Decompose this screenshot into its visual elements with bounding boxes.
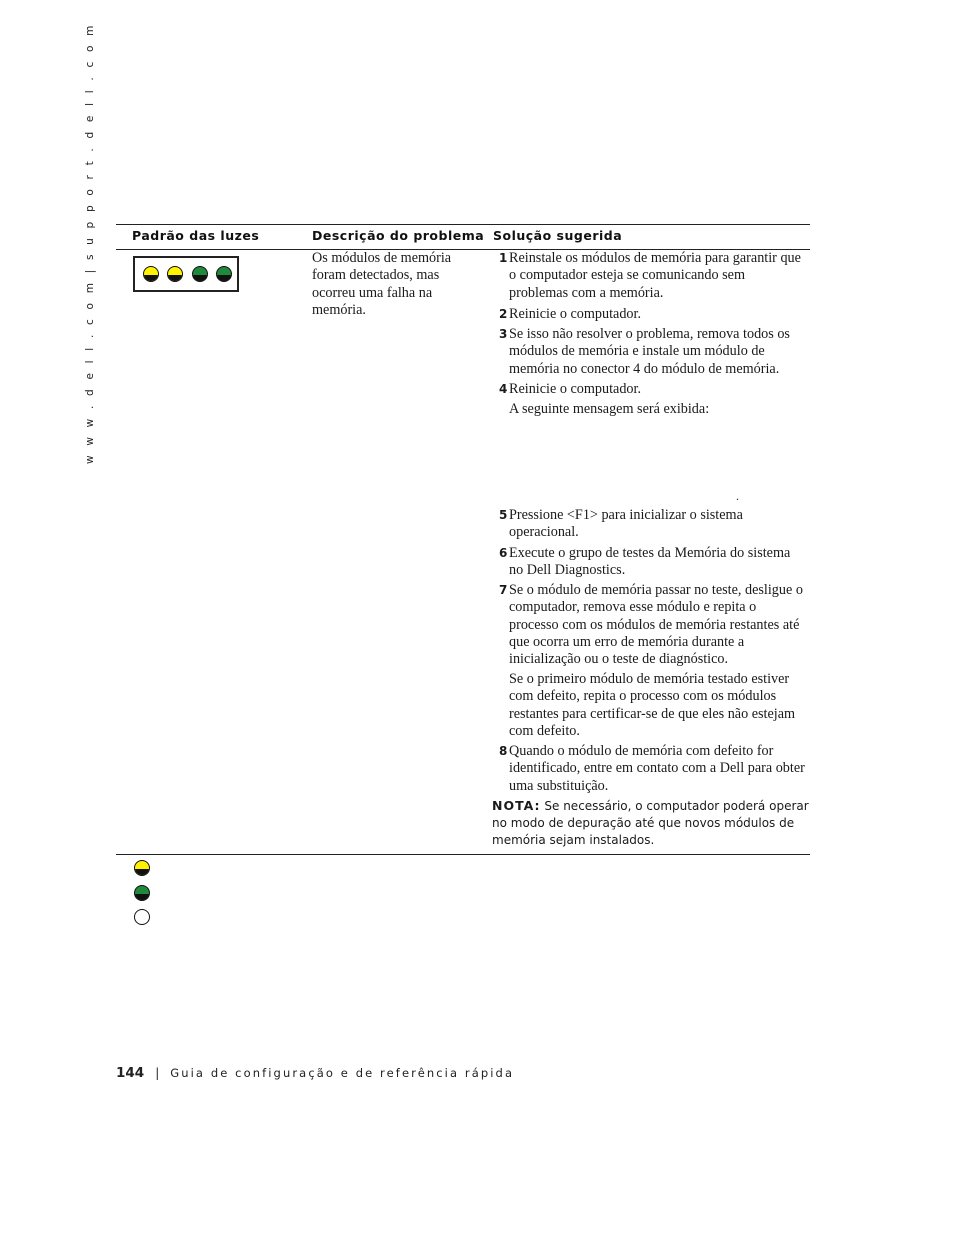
sidebar-url [84,22,98,464]
step-text: Reinicie o computador. [509,306,641,322]
step-4-followup: A seguinte mensagem será exibida: [509,401,710,417]
table-bottom-rule [116,854,810,855]
footer-separator: | [155,1066,160,1080]
solution-step [499,545,807,580]
step-number: 7 [499,583,508,597]
step-number: 3 [499,327,508,341]
step-text: Se isso não resolver o problema, remova todos os módulos de memória e instale um módulo de memória no conector 4 do módulo de memória. [509,326,790,377]
step-number: 6 [499,546,508,560]
step-text: Se o módulo de memória passar no teste, desligue o computador, remova esse módulo e repita o processo com os módulos de memória restantes até que ocorra um erro de memória durante a inicialização ou o teste de diagnóstico. [509,582,803,668]
page-footer [116,1062,514,1081]
step-text: Execute o grupo de testes da Memória do sistema no Dell Diagnostics. [509,545,791,579]
sidebar-url-text: w w w . d e l l . c o m | s u p p o r t . d e l l . c o m [84,22,96,464]
step-text: Quando o módulo de memória com defeito for identificado, entre em contato com a Dell para obter uma substituição. [509,743,805,794]
message-placeholder-dot: . [736,489,739,503]
solution-step [499,743,807,795]
header-problem-description: Descrição do problema [312,228,485,243]
step-7-followup: Se o primeiro módulo de memória testado estiver com defeito, repita o processo com os módulos restantes para certificar-se de que eles não estejam com defeito. [509,671,796,739]
solution-step [499,250,807,302]
diagnostic-light-4-icon [216,266,232,282]
step-text: Pressione <F1> para inicializar o sistema operacional. [509,507,743,541]
note-label: NOTA: [492,798,541,813]
solution-step [499,507,807,542]
step-text: Reinstale os módulos de memória para garantir que o computador esteja se comunicando sem problemas com a memória. [509,250,801,301]
step-number: 1 [499,251,508,265]
header-suggested-solution: Solução sugerida [493,228,623,243]
light-pattern-box [133,256,239,292]
step-number: 5 [499,508,508,522]
legend-yellow-light-icon [134,860,150,876]
solution-step [499,582,807,668]
note-text: Se necessário, o computador poderá operar no modo de depuração até que novos módulos de memória sejam instalados. [492,799,809,847]
solution-step [499,381,807,398]
note-block [492,797,810,849]
solution-step [499,306,807,323]
diagnostic-light-1-icon [143,266,159,282]
step-text: Reinicie o computador. [509,381,641,397]
header-light-pattern: Padrão das luzes [132,228,260,243]
problem-description: Os módulos de memória foram detectados, mas ocorreu uma falha na memória. [312,250,452,318]
diagnostic-light-3-icon [192,266,208,282]
step-number: 8 [499,744,508,758]
footer-title: Guia de configuração e de referência rápida [170,1066,515,1080]
table-top-rule [116,224,810,225]
diagnostic-light-2-icon [167,266,183,282]
step-number: 2 [499,307,508,321]
solution-step [499,326,807,378]
legend-off-light-icon [134,909,150,925]
step-number: 4 [499,382,508,396]
legend-green-light-icon [134,885,150,901]
page-number: 144 [116,1065,145,1081]
